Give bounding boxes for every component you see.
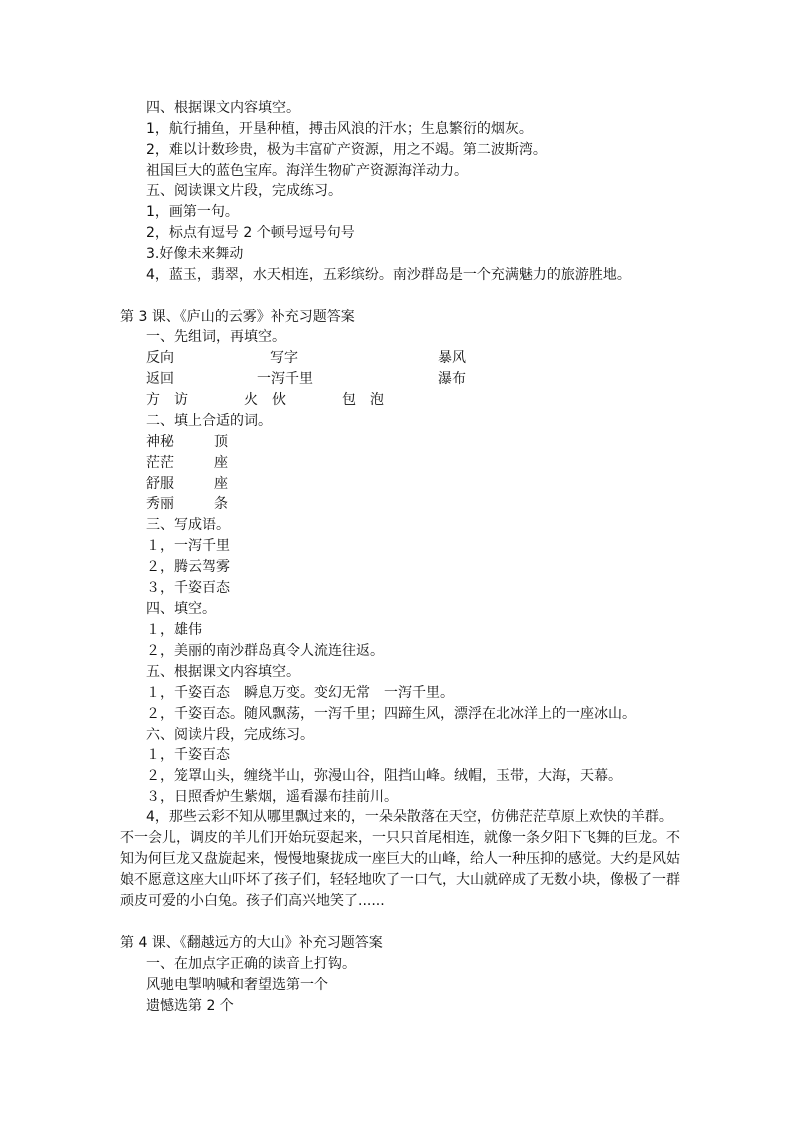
answer-line: １，千姿百态 xyxy=(146,747,230,763)
word-cell: 返回 xyxy=(146,371,174,387)
answer-line: ２，腾云驾雾 xyxy=(146,559,230,575)
section-heading: 二、填上合适的词。 xyxy=(146,413,272,429)
answer-line: １，雄伟 xyxy=(146,622,202,638)
section-heading: 四、填空。 xyxy=(146,601,216,617)
section-heading: 一、先组词，再填空。 xyxy=(146,329,286,345)
answer-paragraph: 4，那些云彩不知从哪里飘过来的，一朵朵散落在天空，仿佛茫茫草原上欢快的羊群。不一会儿，调皮的羊儿们开始玩耍起来，一只只首尾相连，就像一条夕阳下飞舞的巨龙。不知为何巨龙又盘旋起来，慢慢地聚拢成一座巨大的山峰，给人一种压抑的感觉。大约是风姑娘不愿意这座大山吓坏了孩子们，轻轻地吹了一口气，大山就碎成了无数小块，像极了一群顽皮可爱的小白兔。孩子们高兴地笑了...... xyxy=(120,809,680,909)
word-cell: 条 xyxy=(214,496,228,512)
word-cell: 反向 xyxy=(146,350,174,366)
word-cell: 一泻千里 xyxy=(257,371,313,387)
word-cell: 舒服 xyxy=(146,476,174,492)
word-cell: 神秘 xyxy=(146,434,174,450)
word-cell: 暴风 xyxy=(438,350,466,366)
answer-line: ３，千姿百态 xyxy=(146,580,230,596)
word-cell: 方 访 xyxy=(146,392,188,408)
answer-line: 1，画第一句。 xyxy=(146,204,239,220)
answer-line: 2，标点有逗号 2 个顿号逗号句号 xyxy=(146,225,355,241)
section-heading: 三、写成语。 xyxy=(146,517,230,533)
word-cell: 火 伙 xyxy=(244,392,286,408)
answer-line: ３，日照香炉生紫烟，遥看瀑布挂前川。 xyxy=(146,789,398,805)
answer-line: １，一泻千里 xyxy=(146,538,230,554)
answer-line: 风驰电掣呐喊和奢望选第一个 xyxy=(146,977,328,993)
word-cell: 座 xyxy=(214,476,228,492)
word-cell: 瀑布 xyxy=(438,371,466,387)
section-heading: 一、在加点字正确的读音上打钩。 xyxy=(146,956,356,972)
word-cell: 茫茫 xyxy=(146,455,174,471)
answer-line: 4，蓝玉，翡翠，水天相连，五彩缤纷。南沙群岛是一个充满魅力的旅游胜地。 xyxy=(146,267,631,283)
word-cell: 座 xyxy=(214,455,228,471)
lesson-title: 第 3 课、《庐山的云雾》补充习题答案 xyxy=(120,309,355,325)
answer-line: 2，难以计数珍贵，极为丰富矿产资源，用之不竭。第二波斯湾。 xyxy=(146,142,547,158)
section-heading: 四、根据课文内容填空。 xyxy=(146,100,300,116)
answer-line: ２，笼罩山头，缠绕半山，弥漫山谷，阻挡山峰。绒帽，玉带，大海，天幕。 xyxy=(146,768,622,784)
answer-line: １，千姿百态 瞬息万变。变幻无常 一泻千里。 xyxy=(146,685,454,701)
answer-line: ２，千姿百态。随风飘荡，一泻千里；四蹄生风，漂浮在北冰洋上的一座冰山。 xyxy=(146,706,636,722)
word-cell: 顶 xyxy=(214,434,228,450)
lesson-title: 第 4 课、《翻越远方的大山》补充习题答案 xyxy=(120,935,383,951)
word-cell: 写字 xyxy=(270,350,298,366)
answer-line: 1，航行捕鱼，开垦种植，搏击风浪的汗水；生息繁衍的烟灰。 xyxy=(146,121,533,137)
answer-line: ２，美丽的南沙群岛真令人流连往返。 xyxy=(146,643,384,659)
word-cell: 包 泡 xyxy=(342,392,384,408)
answer-line: 遗憾选第 2 个 xyxy=(146,998,234,1014)
section-heading: 五、根据课文内容填空。 xyxy=(146,664,300,680)
section-heading: 五、阅读课文片段，完成练习。 xyxy=(146,183,342,199)
answer-line: 3.好像未来舞动 xyxy=(146,246,244,262)
word-cell: 秀丽 xyxy=(146,496,174,512)
section-heading: 六、阅读片段，完成练习。 xyxy=(146,727,314,743)
answer-line: 祖国巨大的蓝色宝库。海洋生物矿产资源海洋动力。 xyxy=(146,163,468,179)
